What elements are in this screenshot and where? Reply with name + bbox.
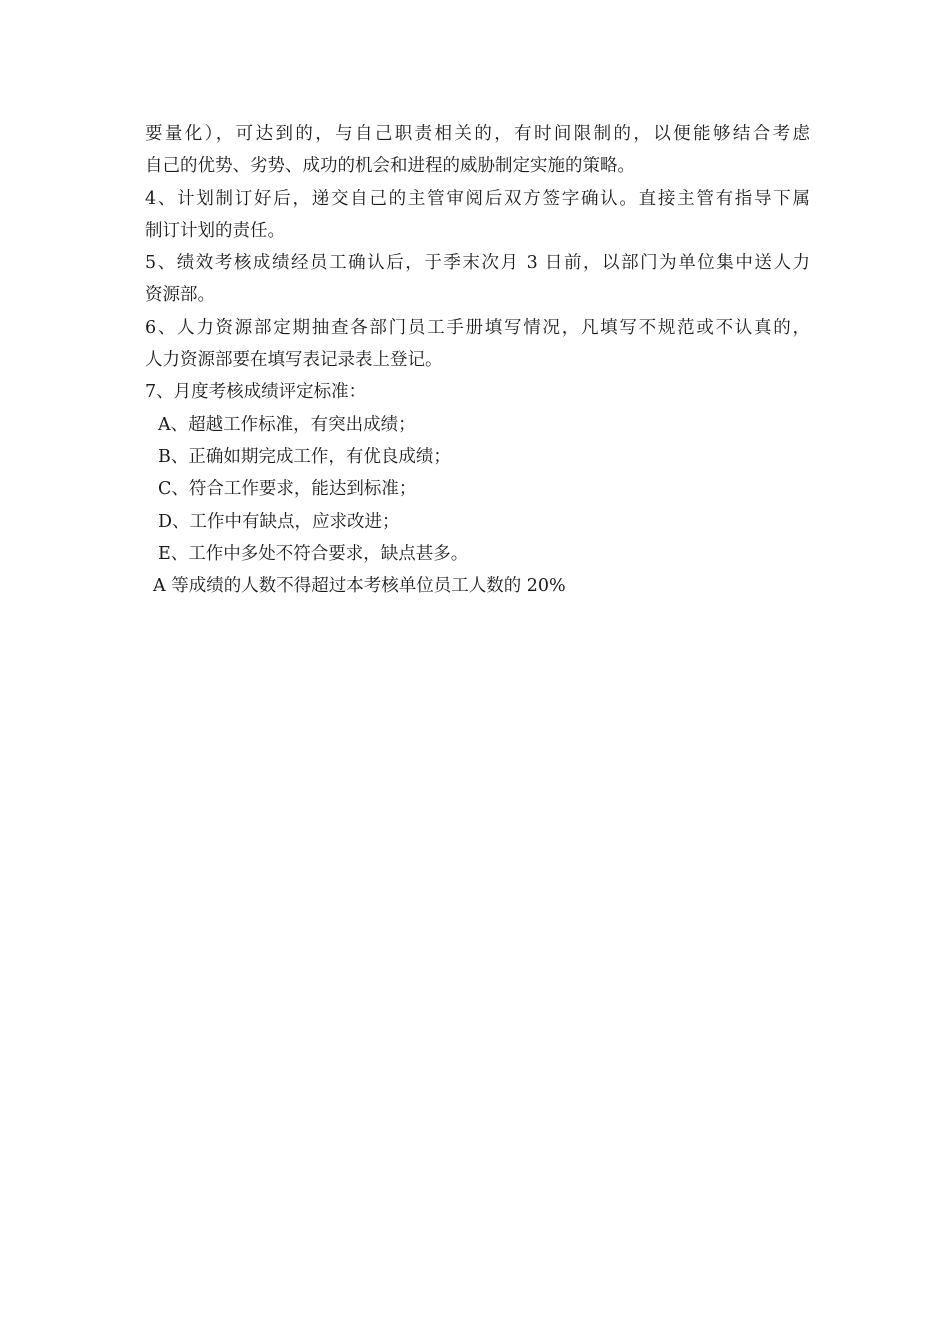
quota-note: A 等成绩的人数不得超过本考核单位员工人数的 20% [153,576,566,597]
paragraph-line: 4、计划制订好后，递交自己的主管审阅后双方签字确认。直接主管有指导下属 [145,188,810,209]
grade-item-b: B、正确如期完成工作，有优良成绩； [158,446,451,467]
paragraph-line: 人力资源部要在填写表记录表上登记。 [145,350,443,371]
grade-item-c: C、符合工作要求，能达到标准； [158,479,417,500]
paragraph-line: 要量化），可达到的，与自己职责相关的，有时间限制的，以便能够结合考虑 [145,124,810,144]
document-body [145,118,810,602]
grade-item-a: A、超越工作标准，有突出成绩； [158,414,416,435]
section-heading: 7、月度考核成绩评定标准： [145,382,367,403]
paragraph-line: 6、人力资源部定期抽查各部门员工手册填写情况，凡填写不规范或不认真的， [145,317,810,338]
paragraph-line: 自己的优势、劣势、成功的机会和进程的威胁制定实施的策略。 [145,156,635,177]
grade-item-e: E、工作中多处不符合要求，缺点甚多。 [158,543,469,564]
paragraph-line: 5、绩效考核成绩经员工确认后，于季末次月 3 日前，以部门为单位集中送人力 [145,253,810,274]
paragraph-line: 制订计划的责任。 [145,220,285,241]
grade-item-d: D、工作中有缺点，应求改进； [158,511,400,532]
paragraph-line: 资源部。 [145,285,215,306]
